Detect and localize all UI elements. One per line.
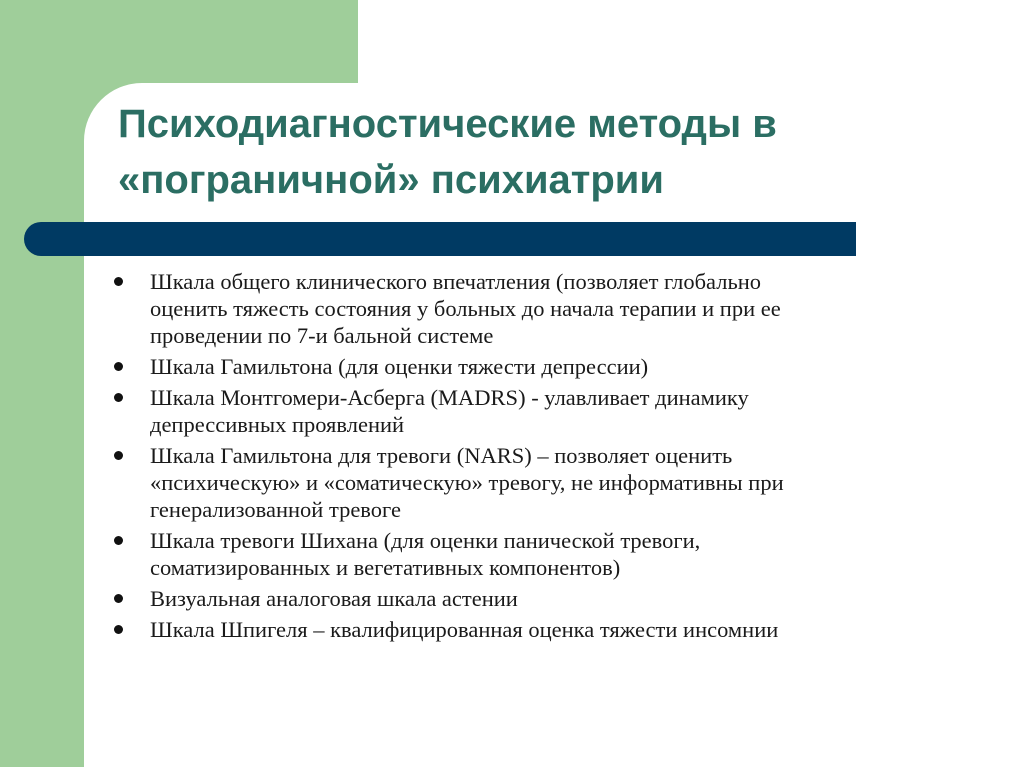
bullet-list: [112, 268, 992, 647]
bullet-text-line: Шкала Гамильтона для тревоги (NARS) – позволяет оценить: [150, 443, 733, 468]
bullet-item: [112, 442, 992, 523]
bullet-item: [112, 585, 992, 612]
title-line-1: Психодиагностические методы в: [118, 102, 777, 146]
bullet-item: [112, 353, 992, 380]
bullet-item: [112, 384, 992, 438]
bullet-text-line: Визуальная аналоговая шкала астении: [150, 586, 518, 611]
bullet-text-line: Шкала общего клинического впечатления (позволяет глобально: [150, 269, 762, 294]
bullet-item: [112, 268, 992, 349]
bullet-text-line: оценить тяжесть состояния у больных до начала терапии и при ее: [150, 296, 781, 321]
bullet-text-line: Шкала Шпигеля – квалифицированная оценка тяжести инсомнии: [150, 617, 779, 642]
bullet-item: [112, 616, 992, 643]
bullet-text-line: Шкала тревоги Шихана (для оценки панической тревоги,: [150, 528, 701, 553]
bullet-text-line: депрессивных проявлений: [150, 412, 405, 437]
bullet-text-line: генерализованной тревоге: [150, 497, 401, 522]
bullet-dot-icon: [114, 393, 123, 402]
bullet-text-line: соматизированных и вегетативных компонентов): [150, 555, 621, 580]
bullet-text-line: «психическую» и «соматическую» тревогу, не информативны при: [150, 470, 784, 495]
bullet-text-line: проведении по 7-и бальной системе: [150, 323, 494, 348]
bullet-dot-icon: [114, 594, 123, 603]
bullet-dot-icon: [114, 277, 123, 286]
bullet-dot-icon: [114, 362, 123, 371]
bullet-text-line: Шкала Монтгомери-Асберга (MADRS) - улавливает динамику: [150, 385, 749, 410]
title-divider-bar: [24, 222, 856, 256]
bullet-item: [112, 527, 992, 581]
bullet-dot-icon: [114, 536, 123, 545]
bullet-text-line: Шкала Гамильтона (для оценки тяжести депрессии): [150, 354, 649, 379]
bullet-dot-icon: [114, 451, 123, 460]
title-line-2: «пограничной» психиатрии: [118, 158, 664, 202]
slide-title: [118, 96, 998, 208]
bullet-dot-icon: [114, 625, 123, 634]
